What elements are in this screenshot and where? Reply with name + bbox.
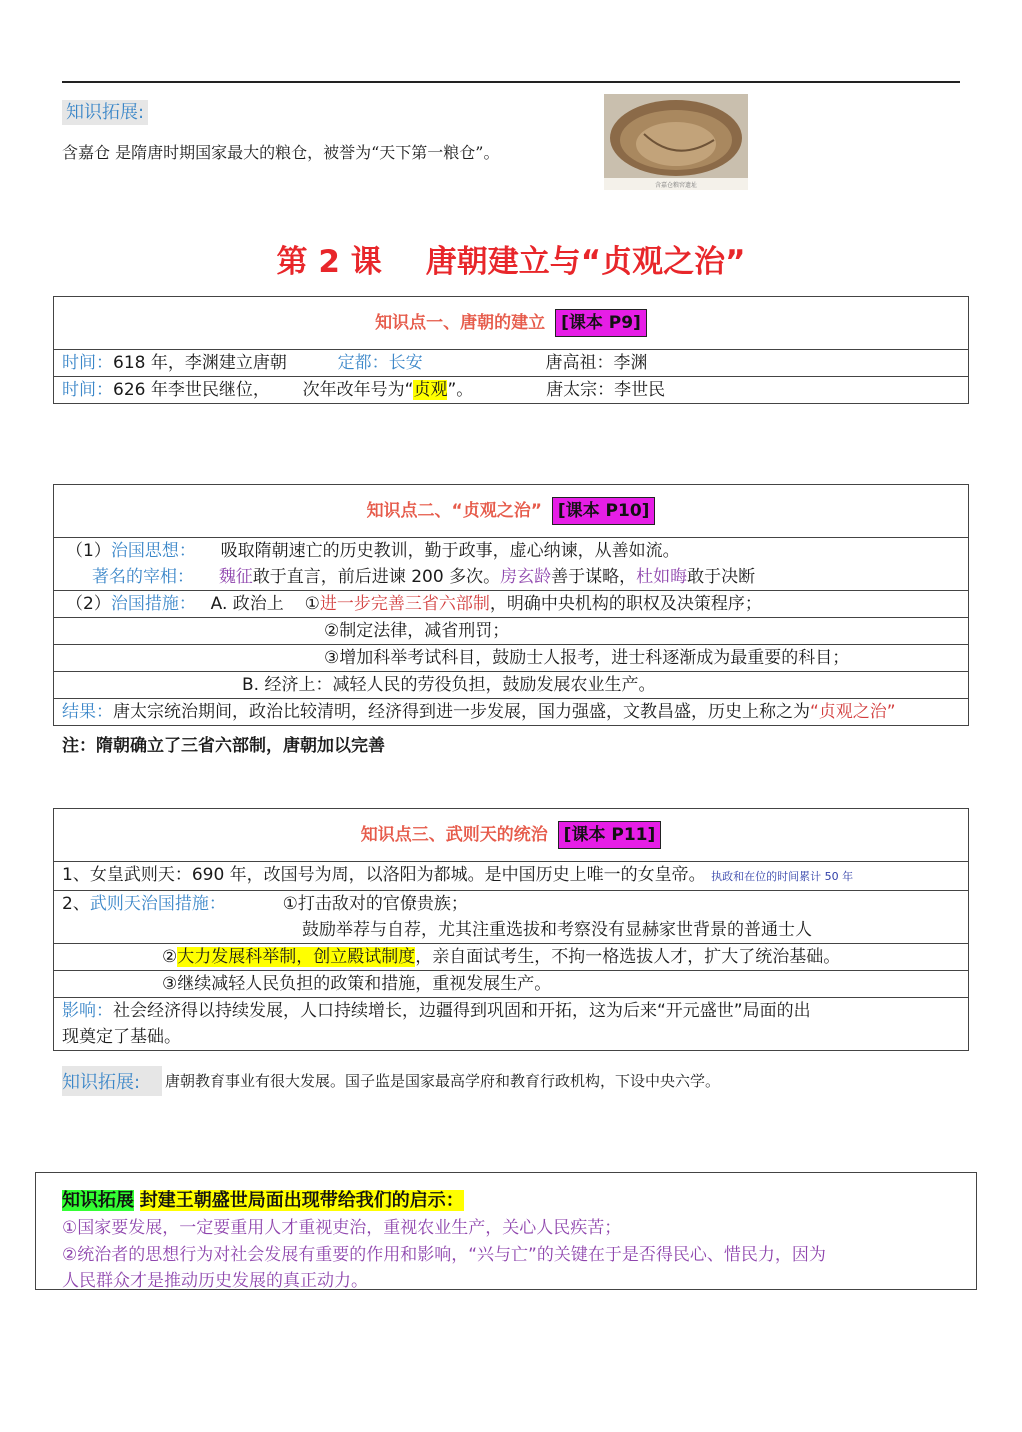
kp2-note: 注：隋朝确立了三省六部制，唐朝加以完善 [62,736,385,756]
kp3-table [53,808,969,1051]
kp1-row-2: 时间：626 年李世民继位， 次年改年号为“贞观”。 唐太宗：李世民 [54,377,969,404]
svg-text:含嘉仓粮窖遗址: 含嘉仓粮窖遗址 [654,182,698,189]
kp2-row-5: ③增加科举考试科目，鼓励士人报考，进士科逐渐成为最重要的科目； [54,645,969,672]
kp3-row-4: ③继续减轻人民负担的政策和措施，重视发展生产。 [54,971,969,998]
lesson-name: 唐朝建立与“贞观之治” [425,244,746,280]
granary-illustration [604,94,748,190]
lesson-title [0,236,1022,281]
kp2-title: 知识点二、“贞观之治” [366,501,542,521]
kp3-title: 知识点三、武则天的统治 [360,825,548,845]
kp2-textbook-ref: [课本 P10] [552,497,656,525]
extension-tag-2: 知识拓展: [62,1072,141,1093]
extension-text-2: 唐朝教育事业有很大发展。国子监是国家最高学府和教育行政机构，下设中央六学。 [165,1072,721,1090]
kp2-header [54,485,969,538]
extension-3-line-3: 人民群众才是推动历史发展的真正动力。 [62,1271,368,1291]
kp2-row-1: （1）治国思想： 吸取隋朝速亡的历史教训，勤于政事，虚心纳谏，从善如流。 [54,538,969,565]
kp3-row-2b: 鼓励举荐与自荐，尤其注重选拔和考察没有显赫家世背景的普通士人 [54,917,969,944]
kp1-textbook-ref: [课本 P9] [555,309,647,337]
kp2-row-3: （2）治国措施： A. 政治上 ①进一步完善三省六部制，明确中央机构的职权及决策程序； [54,591,969,618]
kp2-row-6: B. 经济上：减轻人民的劳役负担，鼓励发展农业生产。 [54,672,969,699]
kp1-title: 知识点一、唐朝的建立 [375,313,546,333]
kp3-row-2: 2、武则天治国措施： ①打击敌对的官僚贵族； [54,891,969,918]
kp3-textbook-ref: [课本 P11] [558,821,662,849]
kp2-row-7: 结果：唐太宗统治期间，政治比较清明，经济得到进一步发展，国力强盛，文教昌盛，历史上称之为“贞观之治” [54,699,969,726]
kp2-table [53,484,969,726]
extension-text-1: 含嘉仓 是隋唐时期国家最大的粮仓，被誉为“天下第一粮仓”。 [62,143,500,162]
kp3-row-3: ②大力发展科举制，创立殿试制度，亲自面试考生，不拘一格选拔人才，扩大了统治基础。 [54,944,969,971]
extension-3-title: 封建王朝盛世局面出现带给我们的启示： [139,1190,464,1211]
kp2-row-4: ②制定法律，减省刑罚； [54,618,969,645]
kp2-row-2: 著名的宰相： 魏征敢于直言，前后进谏 200 多次。房玄龄善于谋略，杜如晦敢于决断 [54,564,969,591]
kp3-row-1: 1、女皇武则天：690 年，改国号为周，以洛阳为都城。是中国历史上唯一的女皇帝。 执政和在位的时间累计 50 年 [54,862,969,891]
extension-tag-3: 知识拓展 [62,1190,134,1211]
extension-3-heading [62,1186,464,1212]
extension-3-line-2: ②统治者的思想行为对社会发展有重要的作用和影响，“兴与亡”的关键在于是否得民心、惜民力，因为 [62,1245,826,1265]
extension-3-line-1: ①国家要发展，一定要重用人才重视吏治，重视农业生产，关心人民疾苦； [62,1218,622,1238]
kp1-row-1: 时间：618 年，李渊建立唐朝 定都：长安 唐高祖：李渊 [54,350,969,377]
kp3-header [54,809,969,862]
extension-tag-1: 知识拓展: [62,98,148,124]
kp3-row-5: 影响：社会经济得以持续发展，人口持续增长，边疆得到巩固和开拓，这为后来“开元盛世”局面的出 现奠定了基础。 [54,998,969,1051]
granary-photo [604,94,748,190]
kp1-header [54,297,969,350]
top-rule [62,81,960,83]
lesson-number: 第 2 课 [276,244,382,280]
kp1-table [53,296,969,404]
